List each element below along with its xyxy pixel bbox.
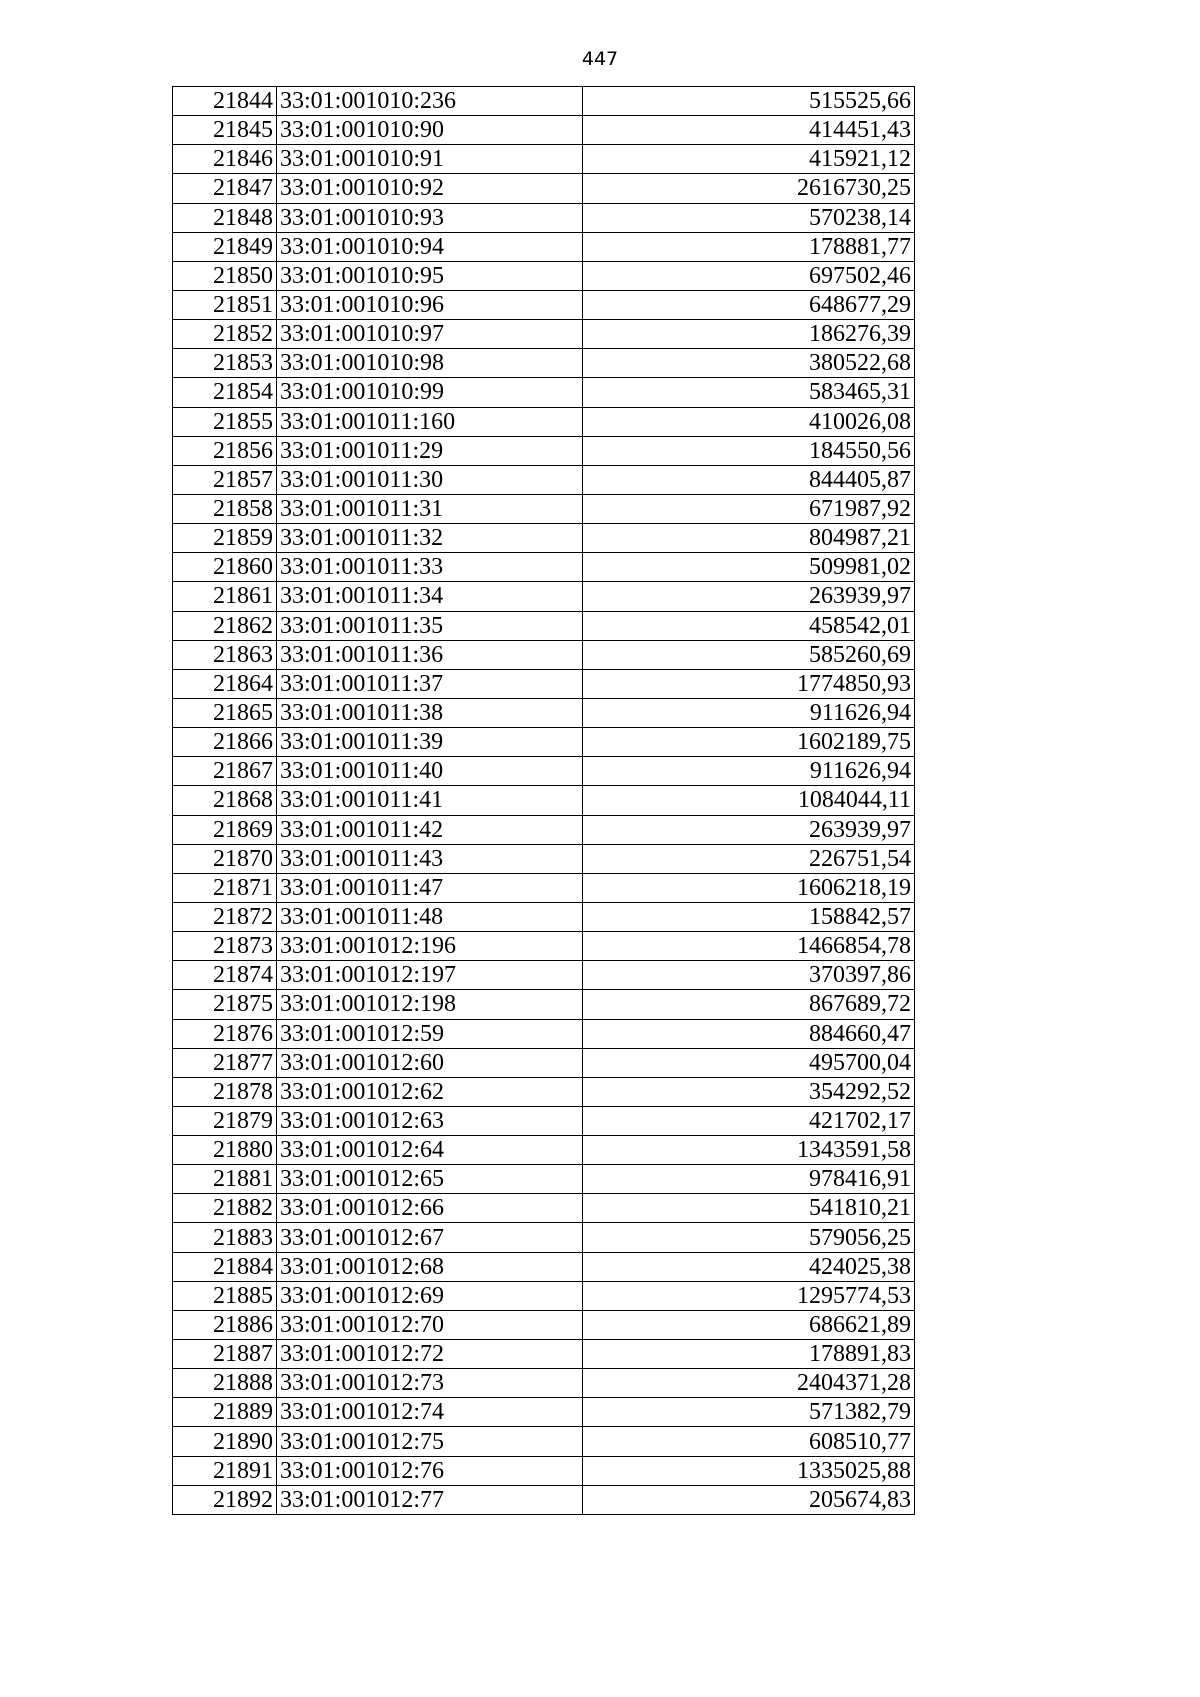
row-number-cell: 21865 — [173, 698, 277, 727]
cadastral-number-cell: 33:01:001010:98 — [277, 349, 583, 378]
table-row — [173, 203, 915, 232]
table-row — [173, 815, 915, 844]
value-cell: 263939,97 — [583, 815, 915, 844]
cadastral-number-cell: 33:01:001011:38 — [277, 698, 583, 727]
row-number-cell: 21855 — [173, 407, 277, 436]
table-row — [173, 1223, 915, 1252]
table-row — [173, 786, 915, 815]
value-cell: 415921,12 — [583, 145, 915, 174]
value-cell: 1295774,53 — [583, 1281, 915, 1310]
cadastral-number-cell: 33:01:001012:73 — [277, 1369, 583, 1398]
cadastral-number-cell: 33:01:001012:198 — [277, 990, 583, 1019]
row-number-cell: 21845 — [173, 116, 277, 145]
page-number: 447 — [581, 48, 619, 70]
value-cell: 571382,79 — [583, 1398, 915, 1427]
row-number-cell: 21882 — [173, 1194, 277, 1223]
value-cell: 804987,21 — [583, 524, 915, 553]
row-number-cell: 21844 — [173, 87, 277, 116]
cadastral-number-cell: 33:01:001011:36 — [277, 640, 583, 669]
value-cell: 158842,57 — [583, 902, 915, 931]
row-number-cell: 21853 — [173, 349, 277, 378]
value-cell: 178881,77 — [583, 232, 915, 261]
registry-table-body — [173, 87, 915, 1515]
value-cell: 579056,25 — [583, 1223, 915, 1252]
row-number-cell: 21884 — [173, 1252, 277, 1281]
value-cell: 186276,39 — [583, 320, 915, 349]
table-row — [173, 1194, 915, 1223]
row-number-cell: 21864 — [173, 669, 277, 698]
row-number-cell: 21857 — [173, 465, 277, 494]
table-row — [173, 232, 915, 261]
cadastral-number-cell: 33:01:001012:66 — [277, 1194, 583, 1223]
table-row — [173, 290, 915, 319]
value-cell: 1606218,19 — [583, 873, 915, 902]
cadastral-number-cell: 33:01:001010:90 — [277, 116, 583, 145]
cadastral-number-cell: 33:01:001011:47 — [277, 873, 583, 902]
cadastral-number-cell: 33:01:001012:60 — [277, 1048, 583, 1077]
row-number-cell: 21873 — [173, 932, 277, 961]
value-cell: 370397,86 — [583, 961, 915, 990]
row-number-cell: 21854 — [173, 378, 277, 407]
cadastral-number-cell: 33:01:001011:48 — [277, 902, 583, 931]
value-cell: 495700,04 — [583, 1048, 915, 1077]
table-row — [173, 116, 915, 145]
row-number-cell: 21850 — [173, 261, 277, 290]
row-number-cell: 21860 — [173, 553, 277, 582]
value-cell: 1466854,78 — [583, 932, 915, 961]
value-cell: 648677,29 — [583, 290, 915, 319]
value-cell: 2404371,28 — [583, 1369, 915, 1398]
row-number-cell: 21880 — [173, 1136, 277, 1165]
table-row — [173, 261, 915, 290]
table-row — [173, 494, 915, 523]
cadastral-number-cell: 33:01:001012:77 — [277, 1485, 583, 1514]
table-row — [173, 1281, 915, 1310]
cadastral-number-cell: 33:01:001011:33 — [277, 553, 583, 582]
row-number-cell: 21851 — [173, 290, 277, 319]
table-row — [173, 1340, 915, 1369]
row-number-cell: 21892 — [173, 1485, 277, 1514]
value-cell: 608510,77 — [583, 1427, 915, 1456]
value-cell: 458542,01 — [583, 611, 915, 640]
row-number-cell: 21871 — [173, 873, 277, 902]
cadastral-number-cell: 33:01:001012:74 — [277, 1398, 583, 1427]
row-number-cell: 21867 — [173, 757, 277, 786]
table-row — [173, 1398, 915, 1427]
row-number-cell: 21847 — [173, 174, 277, 203]
table-row — [173, 757, 915, 786]
table-row — [173, 320, 915, 349]
value-cell: 354292,52 — [583, 1077, 915, 1106]
row-number-cell: 21885 — [173, 1281, 277, 1310]
value-cell: 178891,83 — [583, 1340, 915, 1369]
table-row — [173, 1252, 915, 1281]
value-cell: 1335025,88 — [583, 1456, 915, 1485]
table-row — [173, 407, 915, 436]
value-cell: 380522,68 — [583, 349, 915, 378]
value-cell: 1343591,58 — [583, 1136, 915, 1165]
cadastral-number-cell: 33:01:001010:99 — [277, 378, 583, 407]
value-cell: 585260,69 — [583, 640, 915, 669]
cadastral-number-cell: 33:01:001011:39 — [277, 728, 583, 757]
cadastral-number-cell: 33:01:001011:160 — [277, 407, 583, 436]
table-row — [173, 640, 915, 669]
value-cell: 1774850,93 — [583, 669, 915, 698]
table-row — [173, 1165, 915, 1194]
table-row — [173, 465, 915, 494]
cadastral-number-cell: 33:01:001012:68 — [277, 1252, 583, 1281]
table-row — [173, 698, 915, 727]
table-row — [173, 174, 915, 203]
value-cell: 911626,94 — [583, 757, 915, 786]
value-cell: 205674,83 — [583, 1485, 915, 1514]
row-number-cell: 21858 — [173, 494, 277, 523]
cadastral-number-cell: 33:01:001011:40 — [277, 757, 583, 786]
row-number-cell: 21888 — [173, 1369, 277, 1398]
value-cell: 541810,21 — [583, 1194, 915, 1223]
row-number-cell: 21869 — [173, 815, 277, 844]
table-row — [173, 844, 915, 873]
value-cell: 1602189,75 — [583, 728, 915, 757]
row-number-cell: 21859 — [173, 524, 277, 553]
cadastral-number-cell: 33:01:001010:236 — [277, 87, 583, 116]
value-cell: 978416,91 — [583, 1165, 915, 1194]
value-cell: 911626,94 — [583, 698, 915, 727]
value-cell: 515525,66 — [583, 87, 915, 116]
value-cell: 424025,38 — [583, 1252, 915, 1281]
value-cell: 184550,56 — [583, 436, 915, 465]
cadastral-number-cell: 33:01:001012:59 — [277, 1019, 583, 1048]
row-number-cell: 21877 — [173, 1048, 277, 1077]
value-cell: 697502,46 — [583, 261, 915, 290]
cadastral-number-cell: 33:01:001011:30 — [277, 465, 583, 494]
registry-table — [172, 86, 915, 1515]
cadastral-number-cell: 33:01:001010:92 — [277, 174, 583, 203]
cadastral-number-cell: 33:01:001012:196 — [277, 932, 583, 961]
row-number-cell: 21856 — [173, 436, 277, 465]
cadastral-number-cell: 33:01:001011:42 — [277, 815, 583, 844]
row-number-cell: 21861 — [173, 582, 277, 611]
table-row — [173, 349, 915, 378]
row-number-cell: 21848 — [173, 203, 277, 232]
row-number-cell: 21887 — [173, 1340, 277, 1369]
table-row — [173, 1136, 915, 1165]
row-number-cell: 21863 — [173, 640, 277, 669]
table-row — [173, 990, 915, 1019]
cadastral-number-cell: 33:01:001010:97 — [277, 320, 583, 349]
table-row — [173, 1310, 915, 1339]
row-number-cell: 21862 — [173, 611, 277, 640]
cadastral-number-cell: 33:01:001012:197 — [277, 961, 583, 990]
cadastral-number-cell: 33:01:001010:93 — [277, 203, 583, 232]
cadastral-number-cell: 33:01:001011:43 — [277, 844, 583, 873]
row-number-cell: 21849 — [173, 232, 277, 261]
cadastral-number-cell: 33:01:001012:65 — [277, 1165, 583, 1194]
value-cell: 1084044,11 — [583, 786, 915, 815]
row-number-cell: 21891 — [173, 1456, 277, 1485]
row-number-cell: 21879 — [173, 1106, 277, 1135]
table-row — [173, 1077, 915, 1106]
row-number-cell: 21872 — [173, 902, 277, 931]
row-number-cell: 21889 — [173, 1398, 277, 1427]
value-cell: 2616730,25 — [583, 174, 915, 203]
table-row — [173, 145, 915, 174]
table-row — [173, 378, 915, 407]
table-row — [173, 1048, 915, 1077]
table-row — [173, 932, 915, 961]
row-number-cell: 21878 — [173, 1077, 277, 1106]
row-number-cell: 21866 — [173, 728, 277, 757]
table-row — [173, 582, 915, 611]
row-number-cell: 21881 — [173, 1165, 277, 1194]
cadastral-number-cell: 33:01:001011:29 — [277, 436, 583, 465]
value-cell: 844405,87 — [583, 465, 915, 494]
table-row — [173, 1019, 915, 1048]
cadastral-number-cell: 33:01:001012:76 — [277, 1456, 583, 1485]
row-number-cell: 21875 — [173, 990, 277, 1019]
table-row — [173, 1456, 915, 1485]
table-row — [173, 961, 915, 990]
cadastral-number-cell: 33:01:001012:75 — [277, 1427, 583, 1456]
value-cell: 583465,31 — [583, 378, 915, 407]
row-number-cell: 21868 — [173, 786, 277, 815]
cadastral-number-cell: 33:01:001010:91 — [277, 145, 583, 174]
value-cell: 414451,43 — [583, 116, 915, 145]
table-row — [173, 87, 915, 116]
cadastral-number-cell: 33:01:001011:37 — [277, 669, 583, 698]
row-number-cell: 21876 — [173, 1019, 277, 1048]
value-cell: 226751,54 — [583, 844, 915, 873]
table-row — [173, 436, 915, 465]
table-row — [173, 1369, 915, 1398]
cadastral-number-cell: 33:01:001012:69 — [277, 1281, 583, 1310]
row-number-cell: 21890 — [173, 1427, 277, 1456]
value-cell: 263939,97 — [583, 582, 915, 611]
row-number-cell: 21852 — [173, 320, 277, 349]
value-cell: 671987,92 — [583, 494, 915, 523]
cadastral-number-cell: 33:01:001011:31 — [277, 494, 583, 523]
cadastral-number-cell: 33:01:001012:67 — [277, 1223, 583, 1252]
value-cell: 570238,14 — [583, 203, 915, 232]
cadastral-number-cell: 33:01:001010:94 — [277, 232, 583, 261]
row-number-cell: 21870 — [173, 844, 277, 873]
table-row — [173, 1485, 915, 1514]
table-row — [173, 1427, 915, 1456]
row-number-cell: 21874 — [173, 961, 277, 990]
cadastral-number-cell: 33:01:001012:72 — [277, 1340, 583, 1369]
value-cell: 884660,47 — [583, 1019, 915, 1048]
table-row — [173, 728, 915, 757]
cadastral-number-cell: 33:01:001011:34 — [277, 582, 583, 611]
value-cell: 410026,08 — [583, 407, 915, 436]
table-row — [173, 1106, 915, 1135]
table-row — [173, 524, 915, 553]
value-cell: 509981,02 — [583, 553, 915, 582]
cadastral-number-cell: 33:01:001011:35 — [277, 611, 583, 640]
table-row — [173, 873, 915, 902]
row-number-cell: 21846 — [173, 145, 277, 174]
cadastral-number-cell: 33:01:001012:63 — [277, 1106, 583, 1135]
row-number-cell: 21883 — [173, 1223, 277, 1252]
cadastral-number-cell: 33:01:001011:32 — [277, 524, 583, 553]
value-cell: 686621,89 — [583, 1310, 915, 1339]
value-cell: 867689,72 — [583, 990, 915, 1019]
cadastral-number-cell: 33:01:001010:95 — [277, 261, 583, 290]
cadastral-number-cell: 33:01:001011:41 — [277, 786, 583, 815]
table-row — [173, 611, 915, 640]
cadastral-number-cell: 33:01:001012:62 — [277, 1077, 583, 1106]
cadastral-number-cell: 33:01:001012:70 — [277, 1310, 583, 1339]
table-row — [173, 902, 915, 931]
cadastral-number-cell: 33:01:001012:64 — [277, 1136, 583, 1165]
table-row — [173, 669, 915, 698]
value-cell: 421702,17 — [583, 1106, 915, 1135]
table-row — [173, 553, 915, 582]
row-number-cell: 21886 — [173, 1310, 277, 1339]
cadastral-number-cell: 33:01:001010:96 — [277, 290, 583, 319]
